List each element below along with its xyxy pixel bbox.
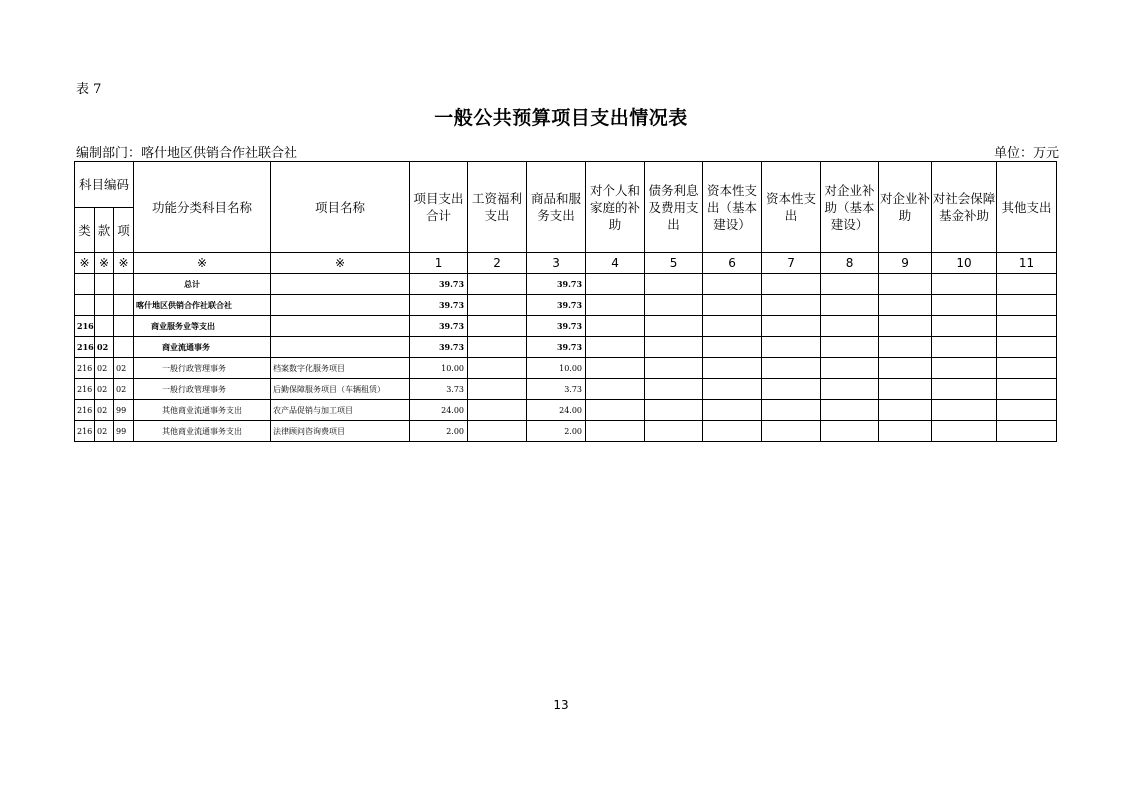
cell-lei: 216 xyxy=(75,400,95,421)
header-enterprise-infra: 对企业补助（基本建设） xyxy=(821,162,879,253)
cell-kuan xyxy=(95,316,114,337)
header-other: 其他支出 xyxy=(997,162,1057,253)
expenditure-table xyxy=(74,161,1057,442)
mark-cell: 3 xyxy=(527,253,586,274)
cell-kuan: 02 xyxy=(95,337,114,358)
cell-goods: 3.73 xyxy=(527,379,586,400)
cell-total: 10.00 xyxy=(410,358,468,379)
cell-func-name: 商业服务业等支出 xyxy=(134,316,271,337)
cell-total: 39.73 xyxy=(410,316,468,337)
table-row xyxy=(75,421,1057,442)
cell-total: 24.00 xyxy=(410,400,468,421)
header-capital-infra: 资本性支出（基本建设） xyxy=(703,162,762,253)
cell-func-name: 总计 xyxy=(134,274,271,295)
mark-cell: 7 xyxy=(762,253,821,274)
header-subject-code: 科目编码 xyxy=(75,162,134,208)
cell-project: 后勤保障服务项目（车辆租赁） xyxy=(271,379,410,400)
cell-kuan: 02 xyxy=(95,421,114,442)
header-func-name: 功能分类科目名称 xyxy=(134,162,271,253)
cell-total: 2.00 xyxy=(410,421,468,442)
cell-project xyxy=(271,274,410,295)
cell-lei: 216 xyxy=(75,379,95,400)
header-xiang: 项 xyxy=(114,208,134,253)
cell-kuan: 02 xyxy=(95,358,114,379)
cell-lei: 216 xyxy=(75,316,95,337)
cell-total: 39.73 xyxy=(410,274,468,295)
header-wages: 工资福利支出 xyxy=(468,162,527,253)
cell-goods: 39.73 xyxy=(527,274,586,295)
header-project-total: 项目支出合计 xyxy=(410,162,468,253)
header-debt-interest: 债务利息及费用支出 xyxy=(645,162,703,253)
cell-xiang: 02 xyxy=(114,358,134,379)
column-index-row xyxy=(75,253,1057,274)
cell-kuan: 02 xyxy=(95,379,114,400)
cell-xiang: 02 xyxy=(114,379,134,400)
cell-func-name: 一般行政管理事务 xyxy=(134,379,271,400)
cell-total: 39.73 xyxy=(410,295,468,316)
cell-kuan: 02 xyxy=(95,400,114,421)
cell-project: 档案数字化服务项目 xyxy=(271,358,410,379)
cell-project: 法律顾问咨询费项目 xyxy=(271,421,410,442)
cell-func-name: 其他商业流通事务支出 xyxy=(134,400,271,421)
header-enterprise-subsidy: 对企业补助 xyxy=(879,162,932,253)
mark-cell: 1 xyxy=(410,253,468,274)
cell-project xyxy=(271,316,410,337)
cell-func-name: 喀什地区供销合作社联合社 xyxy=(134,295,271,316)
mark-cell: 9 xyxy=(879,253,932,274)
cell-goods: 39.73 xyxy=(527,295,586,316)
cell-lei: 216 xyxy=(75,421,95,442)
mark-cell: ※ xyxy=(114,253,134,274)
mark-cell: ※ xyxy=(134,253,271,274)
header-kuan: 款 xyxy=(95,208,114,253)
header-personal-subsidy: 对个人和家庭的补助 xyxy=(586,162,645,253)
table-row xyxy=(75,379,1057,400)
table-row xyxy=(75,400,1057,421)
cell-project xyxy=(271,295,410,316)
table-row xyxy=(75,295,1057,316)
header-capital: 资本性支出 xyxy=(762,162,821,253)
cell-xiang xyxy=(114,316,134,337)
table-row xyxy=(75,337,1057,358)
cell-kuan xyxy=(95,295,114,316)
cell-xiang xyxy=(114,295,134,316)
header-project-name: 项目名称 xyxy=(271,162,410,253)
header-goods-services: 商品和服务支出 xyxy=(527,162,586,253)
cell-goods: 24.00 xyxy=(527,400,586,421)
cell-lei xyxy=(75,295,95,316)
mark-cell: ※ xyxy=(271,253,410,274)
table-row-total xyxy=(75,274,1057,295)
cell-goods: 2.00 xyxy=(527,421,586,442)
cell-total: 3.73 xyxy=(410,379,468,400)
department-label: 编制部门：喀什地区供销合作社联合社 xyxy=(76,146,298,161)
unit-label: 单位：万元 xyxy=(994,146,1060,161)
table-number: 表 7 xyxy=(76,82,102,97)
cell-func-name: 商业流通事务 xyxy=(134,337,271,358)
mark-cell: 6 xyxy=(703,253,762,274)
cell-xiang xyxy=(114,274,134,295)
page-number: 13 xyxy=(553,698,569,712)
mark-cell: ※ xyxy=(95,253,114,274)
mark-cell: 10 xyxy=(932,253,997,274)
cell-lei: 216 xyxy=(75,358,95,379)
table-row xyxy=(75,316,1057,337)
cell-goods: 39.73 xyxy=(527,316,586,337)
cell-xiang xyxy=(114,337,134,358)
cell-project: 农产品促销与加工项目 xyxy=(271,400,410,421)
table-row xyxy=(75,358,1057,379)
cell-project xyxy=(271,337,410,358)
mark-cell: 4 xyxy=(586,253,645,274)
mark-cell: ※ xyxy=(75,253,95,274)
mark-cell: 2 xyxy=(468,253,527,274)
page-title: 一般公共预算项目支出情况表 xyxy=(434,107,688,129)
cell-kuan xyxy=(95,274,114,295)
mark-cell: 5 xyxy=(645,253,703,274)
header-lei: 类 xyxy=(75,208,95,253)
cell-goods: 39.73 xyxy=(527,337,586,358)
cell-lei: 216 xyxy=(75,337,95,358)
cell-total: 39.73 xyxy=(410,337,468,358)
header-social-security: 对社会保障基金补助 xyxy=(932,162,997,253)
cell-func-name: 其他商业流通事务支出 xyxy=(134,421,271,442)
cell-xiang: 99 xyxy=(114,421,134,442)
cell-xiang: 99 xyxy=(114,400,134,421)
mark-cell: 11 xyxy=(997,253,1057,274)
mark-cell: 8 xyxy=(821,253,879,274)
cell-lei xyxy=(75,274,95,295)
cell-goods: 10.00 xyxy=(527,358,586,379)
cell-func-name: 一般行政管理事务 xyxy=(134,358,271,379)
